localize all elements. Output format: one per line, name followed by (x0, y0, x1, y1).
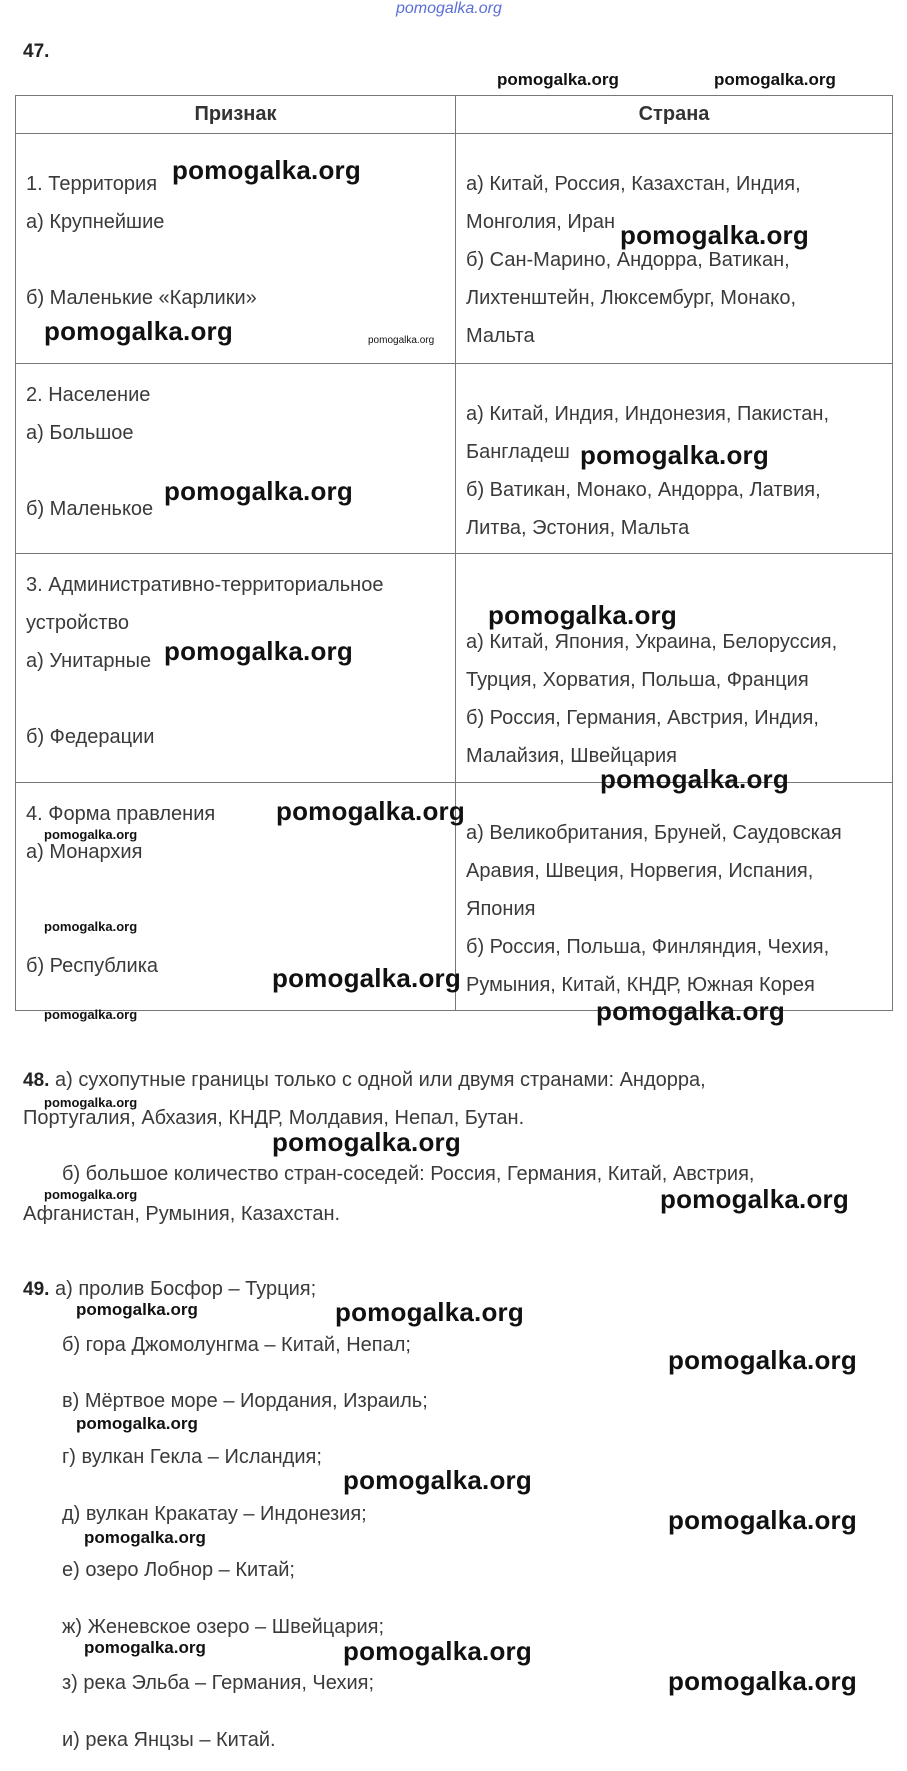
task-48-number: 48. (23, 1070, 50, 1091)
site-link[interactable]: pomogalka.org (396, 0, 502, 17)
task-48-line-4: Афганистан, Румыния, Казахстан. (23, 1203, 341, 1225)
cell-line: а) Китай, Россия, Казахстан, Индия, (466, 173, 801, 195)
cell-line: б) Республика (26, 955, 159, 977)
cell-line: а) Крупнейшие (26, 211, 165, 233)
watermark: pomogalka.org (335, 1297, 524, 1327)
watermark: pomogalka.org (580, 440, 769, 470)
watermark: pomogalka.org (84, 1528, 206, 1547)
task-49-item: д) вулкан Кракатау – Индонезия; (62, 1503, 367, 1525)
task-48-line-3: б) большое количество стран-соседей: Россия, Германия, Китай, Австрия, (62, 1163, 755, 1185)
cell-line: б) Сан-Марино, Андорра, Ватикан, (466, 249, 790, 271)
watermark: pomogalka.org (44, 919, 138, 934)
watermark: pomogalka.org (668, 1505, 857, 1535)
watermark: pomogalka.org (76, 1414, 198, 1433)
cell-line: б) Ватикан, Монако, Андорра, Латвия, (466, 479, 821, 501)
watermark: pomogalka.org (497, 70, 619, 89)
watermark: pomogalka.org (272, 963, 461, 993)
task-48-text: а) сухопутные границы только с одной или двумя странами: Андорра, (49, 1069, 706, 1091)
task-49-item: е) озеро Лобнор – Китай; (62, 1559, 295, 1581)
cell-line: б) Россия, Германия, Австрия, Индия, (466, 707, 819, 729)
task-49-item-a (23, 1278, 316, 1301)
cell-line: а) Унитарные (26, 650, 152, 672)
watermark: pomogalka.org (488, 600, 677, 630)
watermark: pomogalka.org (44, 316, 233, 346)
cell-line: Аравия, Швеция, Норвегия, Испания, (466, 860, 814, 882)
watermark: pomogalka.org (343, 1465, 532, 1495)
column-header-country: Страна (456, 96, 893, 134)
cell-line: Бангладеш (466, 441, 570, 463)
cell-line: 4. Форма правления (26, 803, 216, 825)
cell-line: Малайзия, Швейцария (466, 745, 677, 767)
watermark: pomogalka.org (272, 1127, 461, 1157)
watermark: pomogalka.org (44, 1007, 138, 1022)
watermark: pomogalka.org (714, 70, 836, 89)
task-49-item: б) гора Джомолунгма – Китай, Непал; (62, 1334, 411, 1356)
watermark: pomogalka.org (172, 155, 361, 185)
cell-line: а) Китай, Индия, Индонезия, Пакистан, (466, 403, 830, 425)
watermark: pomogalka.org (84, 1638, 206, 1657)
task-49-item: з) река Эльба – Германия, Чехия; (62, 1672, 375, 1694)
task-49-item: г) вулкан Гекла – Исландия; (62, 1446, 322, 1468)
cell-line: а) Монархия (26, 841, 143, 863)
watermark: pomogalka.org (164, 476, 353, 506)
cell-line: а) Великобритания, Бруней, Саудовская (466, 822, 842, 844)
task-48-line-1 (23, 1069, 706, 1092)
watermark: pomogalka.org (44, 1187, 138, 1202)
cell-line: а) Китай, Япония, Украина, Белоруссия, (466, 631, 838, 653)
watermark: pomogalka.org (76, 1300, 198, 1319)
task-49-item: в) Мёртвое море – Иордания, Израиль; (62, 1390, 428, 1412)
cell-line: Литва, Эстония, Мальта (466, 517, 690, 539)
cell-line: 1. Территория (26, 173, 158, 195)
watermark: pomogalka.org (668, 1345, 857, 1375)
watermark: pomogalka.org (44, 827, 138, 842)
cell-line: 2. Население (26, 384, 151, 406)
watermark: pomogalka.org (343, 1636, 532, 1666)
cell-line: Япония (466, 898, 536, 920)
cell-line: Монголия, Иран (466, 211, 616, 233)
table-row (16, 554, 893, 783)
cell-line: Мальта (466, 325, 535, 347)
watermark: pomogalka.org (660, 1184, 849, 1214)
watermark: pomogalka.org (596, 996, 785, 1026)
watermark: pomogalka.org (620, 220, 809, 250)
task-49-number: 49. (23, 1279, 50, 1300)
cell-line: Лихтенштейн, Люксембург, Монако, (466, 287, 797, 309)
cell-line: б) Россия, Польша, Финляндия, Чехия, (466, 936, 830, 958)
cell-line: б) Федерации (26, 726, 155, 748)
watermark: pomogalka.org (368, 335, 435, 346)
watermark: pomogalka.org (44, 1095, 138, 1110)
watermark: pomogalka.org (164, 636, 353, 666)
watermark: pomogalka.org (276, 796, 465, 826)
cell-line: устройство (26, 612, 130, 634)
task-49-text: а) пролив Босфор – Турция; (49, 1278, 317, 1300)
task-49-item: и) река Янцзы – Китай. (62, 1729, 276, 1751)
task-47-number: 47. (23, 41, 50, 62)
cell-line: Турция, Хорватия, Польша, Франция (466, 669, 809, 691)
cell-line: б) Маленькое (26, 498, 154, 520)
column-header-feature: Признак (16, 96, 456, 134)
task-48-line-2: Португалия, Абхазия, КНДР, Молдавия, Непал, Бутан. (23, 1107, 525, 1129)
task-49-item: ж) Женевское озеро – Швейцария; (62, 1616, 385, 1638)
cell-line: Румыния, Китай, КНДР, Южная Корея (466, 974, 815, 996)
cell-line: а) Большое (26, 422, 134, 444)
watermark: pomogalka.org (668, 1666, 857, 1696)
watermark: pomogalka.org (600, 764, 789, 794)
cell-line: б) Маленькие «Карлики» (26, 287, 257, 309)
cell-line: 3. Административно-территориальное (26, 574, 384, 596)
